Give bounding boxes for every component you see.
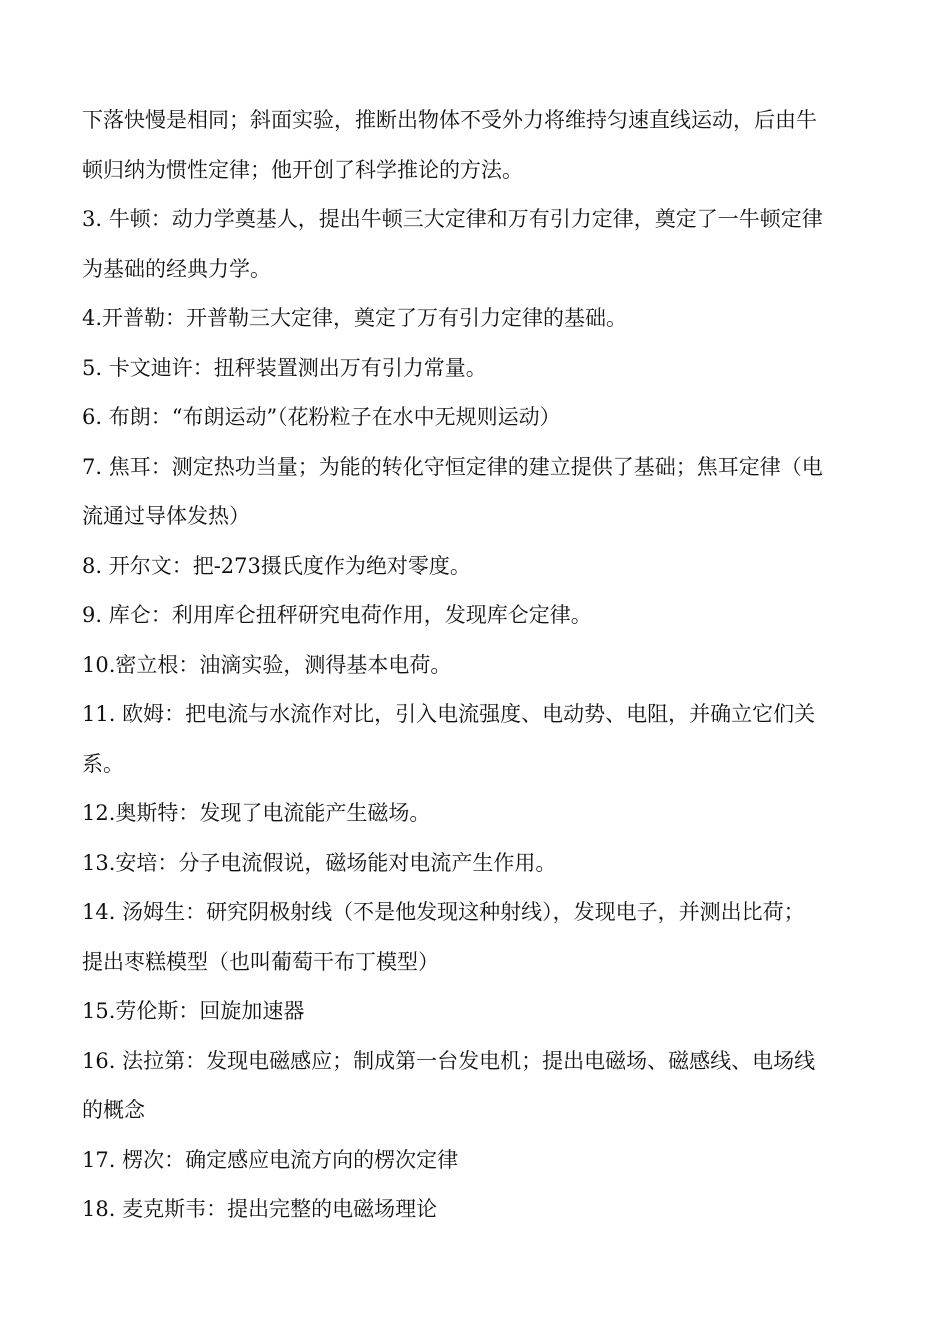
text-line: 6. 布朗：“布朗运动”（花粉粒子在水中无规则运动） (82, 405, 561, 429)
text-line: 9. 库仑：利用库仑扭秤研究电荷作用，发现库仑定律。 (82, 603, 592, 627)
text-line: 12.奥斯特：发现了电流能产生磁场。 (82, 801, 431, 825)
text-line: 14. 汤姆生：研究阴极射线（不是他发现这种射线），发现电子，并测出比荷； (82, 900, 805, 924)
text-line: 4.开普勒：开普勒三大定律，奠定了万有引力定律的基础。 (82, 306, 628, 330)
text-line: 下落快慢是相同；斜面实验，推断出物体不受外力将维持匀速直线运动，后由牛 (82, 108, 817, 132)
text-line: 8. 开尔文：把-273摄氏度作为绝对零度。 (82, 553, 471, 578)
text-line: 15.劳伦斯：回旋加速器 (82, 999, 305, 1023)
text-line: 11. 欧姆：把电流与水流作对比，引入电流强度、电动势、电阻，并确立它们关 (82, 702, 816, 726)
text-line: 提出枣糕模型（也叫葡萄干布丁模型） (82, 949, 439, 974)
text-line: 为基础的经典力学。 (82, 256, 271, 281)
text-line: 10.密立根：油滴实验，测得基本电荷。 (82, 652, 452, 677)
text-line: 18. 麦克斯韦：提出完整的电磁场理论 (82, 1197, 438, 1221)
text-line: 系。 (82, 751, 124, 776)
text-line: 16. 法拉第：发现电磁感应；制成第一台发电机；提出电磁场、磁感线、电场线 (82, 1048, 816, 1073)
text-line: 的概念 (82, 1098, 145, 1122)
text-line: 流通过导体发热） (82, 504, 250, 528)
text-line: 顿归纳为惯性定律；他开创了科学推论的方法。 (82, 157, 523, 182)
text-line: 3. 牛顿：动力学奠基人，提出牛顿三大定律和万有引力定律，奠定了一牛顿定律 (82, 207, 823, 231)
document-body (82, 96, 872, 1235)
text-line: 17. 楞次：确定感应电流方向的楞次定律 (82, 1147, 459, 1172)
text-line: 13.安培：分子电流假说，磁场能对电流产生作用。 (82, 850, 557, 875)
text-line: 5. 卡文迪许：扭秤装置测出万有引力常量。 (82, 355, 487, 380)
text-line: 7. 焦耳：测定热功当量；为能的转化守恒定律的建立提供了基础；焦耳定律（电 (82, 454, 823, 479)
